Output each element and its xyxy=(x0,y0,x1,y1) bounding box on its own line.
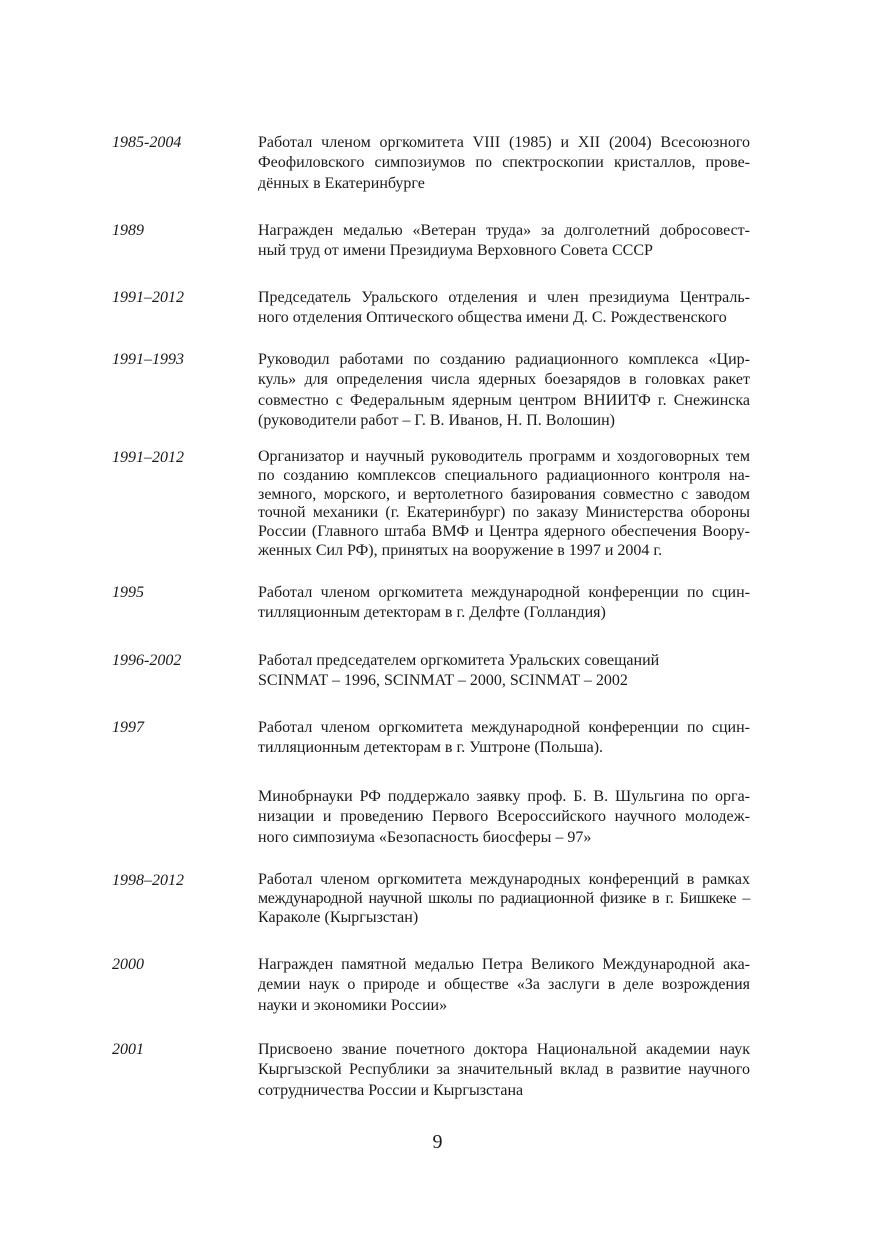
entry-year: 1991–1993 xyxy=(112,351,184,368)
entry-line: Работал председателем оргкомитета Уральских совещаний xyxy=(258,652,660,669)
entry-line: ного симпозиума «Безопасность биосферы – 97» xyxy=(258,828,592,846)
entry-line: международной научной школы по радиационной физике в г. Бишкеке – xyxy=(258,889,750,907)
entry-line: России (Главного штаба ВМФ и Центра ядерного обеспечения Воору- xyxy=(258,523,750,541)
entry-line: (руководители работ – Г. В. Иванов, Н. П. Волошин) xyxy=(258,412,615,430)
entry-line: Работал членом оргкомитета международной конференции по сцин- xyxy=(258,584,750,601)
entry-text xyxy=(258,1040,750,1101)
entry-line: науки и экономики России» xyxy=(258,996,448,1014)
entry-year: 1995 xyxy=(112,584,144,601)
entry-year: 1985-2004 xyxy=(112,134,182,151)
entry-year: 1989 xyxy=(112,222,144,239)
entry-line: Награжден медалью «Ветеран труда» за долголетний добросовест- xyxy=(258,222,750,239)
entry-line: женных Сил РФ), принятых на вооружение в 1997 и 2004 г. xyxy=(258,541,663,559)
entry-year: 1998–2012 xyxy=(112,872,184,889)
entry-line: тилляционным детекторам в г. Уштроне (Польша). xyxy=(258,739,604,757)
entry-line: тилляционным детекторам в г. Делфте (Голландия) xyxy=(258,604,606,622)
entry-line: точной механики (г. Екатеринбург) по заказу Министерства обороны xyxy=(258,504,750,522)
entry-line: Присвоено звание почетного доктора Национальной академии наук xyxy=(258,1041,750,1058)
entry-line: сотрудничества России и Кыргызстана xyxy=(258,1081,524,1099)
entry-year: 1996-2002 xyxy=(112,652,182,669)
entry-line: совместно с Федеральным ядерным центром ВНИИТФ г. Снежинска xyxy=(258,391,750,409)
entry-text xyxy=(258,718,750,759)
entry-line: Работал членом оргкомитета международной конференции по сцин- xyxy=(258,719,750,736)
entry-line: Работал членом оргкомитета VIII (1985) и XII (2004) Всесоюзного xyxy=(258,134,750,151)
entry-text xyxy=(258,133,750,194)
entry-line: дённых в Екатеринбурге xyxy=(258,174,425,192)
entry-line: ный труд от имени Президиума Верховного Совета СССР xyxy=(258,242,653,260)
entry-line: земного, морского, и вертолетного базирования совместно с заводом xyxy=(258,485,750,503)
entry-text xyxy=(258,871,750,927)
entry-line: Феофиловского симпозиумов по спектроскопии кристаллов, прове- xyxy=(258,154,750,172)
page-number: 9 xyxy=(432,1131,443,1153)
entry-year: 2000 xyxy=(112,956,144,973)
entry-year: 1991–2012 xyxy=(112,289,184,306)
entry-text xyxy=(258,651,750,692)
entry-line: демии наук о природе и обществе «За заслуги в деле возрождения xyxy=(258,976,750,994)
entry-line: Кыргызской Республики за значительный вклад в развитие научного xyxy=(258,1061,750,1079)
entry-line: по созданию комплексов специального радиационного контроля на- xyxy=(258,466,750,484)
entry-line: Награжден памятной медалью Петра Великого Международной ака- xyxy=(258,956,750,973)
entry-line: низации и проведению Первого Всероссийского научного молодеж- xyxy=(258,808,750,826)
entry-line: Караколе (Кыргызстан) xyxy=(258,908,419,926)
entry-year: 1991–2012 xyxy=(112,449,184,466)
entry-line: Организатор и научный руководитель программ и хоздоговорных тем xyxy=(258,448,750,465)
entry-line: Работал членом оргкомитета международных конференций в рамках xyxy=(258,871,750,888)
entry-year: 1997 xyxy=(112,719,144,736)
entry-text xyxy=(258,288,750,329)
entry-text xyxy=(258,787,750,848)
entry-text xyxy=(258,583,750,624)
entry-line: SCINMAT – 1996, SCINMAT – 2000, SCINMAT – 2002 xyxy=(258,672,628,690)
entry-line: Минобрнауки РФ поддержало заявку проф. Б. В. Шульгина по орга- xyxy=(258,788,750,805)
entry-line: Руководил работами по созданию радиационного комплекса «Цир- xyxy=(258,351,750,368)
entry-text xyxy=(258,448,750,561)
entry-text xyxy=(258,221,750,262)
entry-line: Председатель Уральского отделения и член президиума Централь- xyxy=(258,289,750,306)
entry-text xyxy=(258,350,750,432)
entry-line: ного отделения Оптического общества имени Д. С. Рождественского xyxy=(258,309,727,327)
entry-year: 2001 xyxy=(112,1041,144,1058)
entry-line: куль» для определения числа ядерных боезарядов в головках ракет xyxy=(258,371,750,389)
entry-text xyxy=(258,955,750,1016)
